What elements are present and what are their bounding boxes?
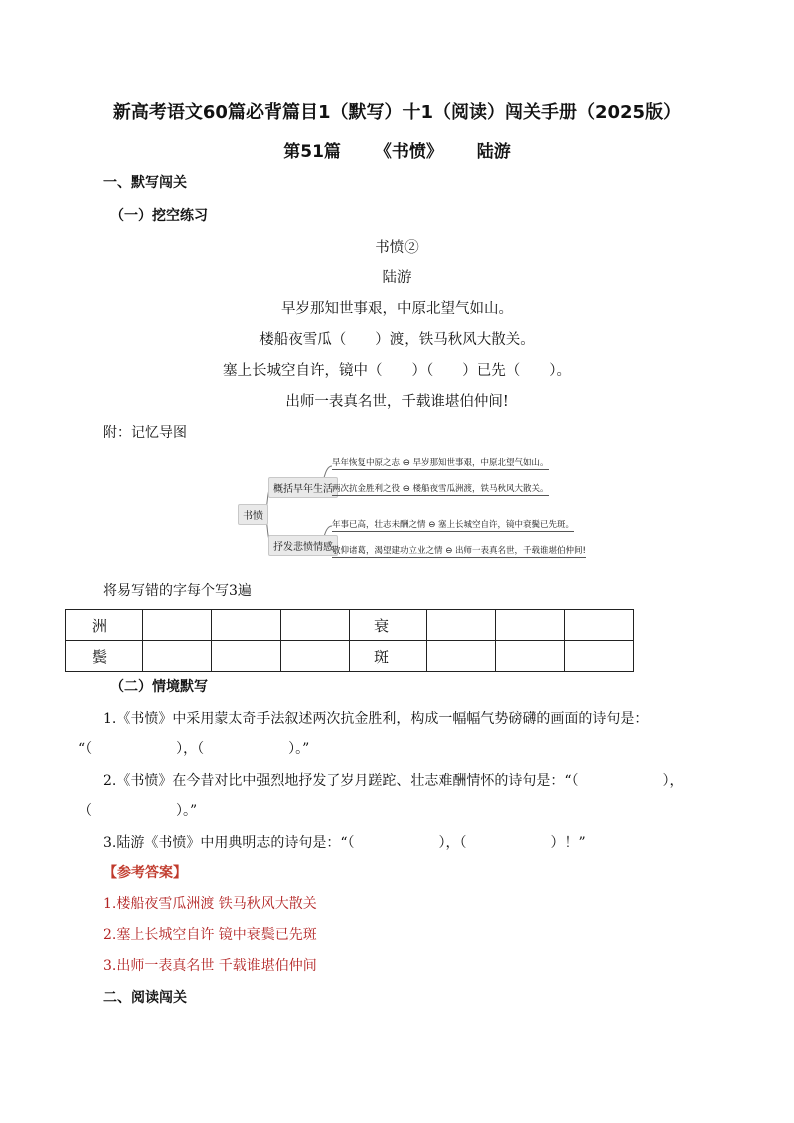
section-heading-dictation: 一、默写闯关 — [103, 175, 187, 191]
subsection-fill-blank: （一）挖空练习 — [110, 208, 208, 224]
mindmap-label: 附：记忆导图 — [103, 425, 187, 441]
practice-instruction: 将易写错的字每个写3遍 — [103, 583, 252, 599]
practice-char: 洲 — [66, 610, 143, 641]
subsection-situational: （二）情境默写 — [110, 679, 208, 695]
practice-cell[interactable] — [565, 641, 634, 672]
work-title: 《书愤》 — [374, 142, 443, 162]
table-row — [66, 641, 634, 672]
practice-table — [65, 609, 634, 672]
question-2-line2: （ ）。” — [78, 803, 198, 819]
poem-line: 楼船夜雪瓜（ ）渡，铁马秋风大散关。 — [259, 332, 535, 348]
question-1-line2: “（ ），（ ）。” — [78, 741, 310, 757]
mindmap-leaf: 年事已高，壮志未酬之情 ⊖ 塞上长城空自许，镜中衰鬓已先斑。 — [332, 520, 575, 530]
poem-line: 塞上长城空自许，镜中（ ）（ ）已先（ ）。 — [223, 363, 571, 379]
question-3-line1: 3.陆游《书愤》中用典明志的诗句是：“（ ），（ ）！” — [103, 835, 586, 851]
practice-cell[interactable] — [427, 641, 496, 672]
mindmap-leaf-verse: 早岁那知世事艰，中原北望气如山。 — [412, 458, 549, 468]
mindmap-leaf-verse: 出师一表真名世，千载谁堪伯仲间! — [455, 546, 586, 556]
practice-cell[interactable] — [565, 610, 634, 641]
page-title: 新高考语文60篇必背篇目1（默写）十1（阅读）闯关手册（2025版） — [112, 102, 682, 123]
practice-cell[interactable] — [212, 641, 281, 672]
mindmap-root: 书愤 — [238, 504, 268, 525]
practice-cell[interactable] — [143, 610, 212, 641]
table-row — [66, 610, 634, 641]
mindmap-leaf-topic: 年事已高，壮志未酬之情 — [332, 520, 426, 530]
practice-cell[interactable] — [212, 610, 281, 641]
question-1-line1: 1.《书愤》中采用蒙太奇手法叙述两次抗金胜利，构成一幅幅气势磅礴的画面的诗句是： — [103, 711, 649, 727]
practice-cell[interactable] — [427, 610, 496, 641]
answer-item: 3.出师一表真名世 千载谁堪伯仲间 — [103, 958, 317, 974]
mindmap-branch: 概括早年生活 — [268, 477, 338, 498]
mindmap-leaf-topic: 敬仰诸葛，渴望建功立业之情 — [332, 546, 443, 556]
practice-char: 衰 — [350, 610, 427, 641]
chapter-number: 第51篇 — [283, 142, 341, 162]
mindmap-leaf-topic: 早年恢复中原之志 — [332, 458, 401, 468]
section-heading-reading: 二、阅读闯关 — [103, 990, 187, 1006]
practice-cell[interactable] — [281, 610, 350, 641]
work-author: 陆游 — [476, 142, 511, 162]
answers-label: 【参考答案】 — [103, 865, 187, 881]
mindmap-leaf: 早年恢复中原之志 ⊖ 早岁那知世事艰，中原北望气如山。 — [332, 458, 549, 468]
mindmap-leaf-verse: 楼船夜雪瓜洲渡，铁马秋风大散关。 — [412, 484, 549, 494]
poem-line: 出师一表真名世，千载谁堪伯仲间! — [285, 394, 509, 410]
practice-cell[interactable] — [143, 641, 212, 672]
mindmap-leaf-topic: 两次抗金胜利之役 — [332, 484, 401, 494]
practice-cell[interactable] — [496, 641, 565, 672]
practice-cell[interactable] — [496, 610, 565, 641]
mindmap-branch: 抒发悲愤情感 — [268, 535, 338, 556]
mindmap — [236, 450, 586, 568]
poem-author: 陆游 — [382, 270, 412, 286]
answer-item: 1.楼船夜雪瓜洲渡 铁马秋风大散关 — [103, 896, 317, 912]
practice-cell[interactable] — [281, 641, 350, 672]
practice-char: 斑 — [350, 641, 427, 672]
chapter-heading — [0, 137, 794, 162]
mindmap-leaf: 两次抗金胜利之役 ⊖ 楼船夜雪瓜洲渡，铁马秋风大散关。 — [332, 484, 549, 494]
mindmap-leaf: 敬仰诸葛，渴望建功立业之情 ⊖ 出师一表真名世，千载谁堪伯仲间! — [332, 546, 586, 556]
poem-title: 书愤② — [375, 240, 419, 256]
practice-char: 鬓 — [66, 641, 143, 672]
poem-line: 早岁那知世事艰，中原北望气如山。 — [281, 301, 513, 317]
mindmap-leaf-verse: 塞上长城空自许，镜中衰鬓已先斑。 — [438, 520, 575, 530]
question-2-line1: 2.《书愤》在今昔对比中强烈地抒发了岁月蹉跎、壮志难酬情怀的诗句是：“（ ）， — [103, 773, 684, 789]
answer-item: 2.塞上长城空自许 镜中衰鬓已先斑 — [103, 927, 317, 943]
